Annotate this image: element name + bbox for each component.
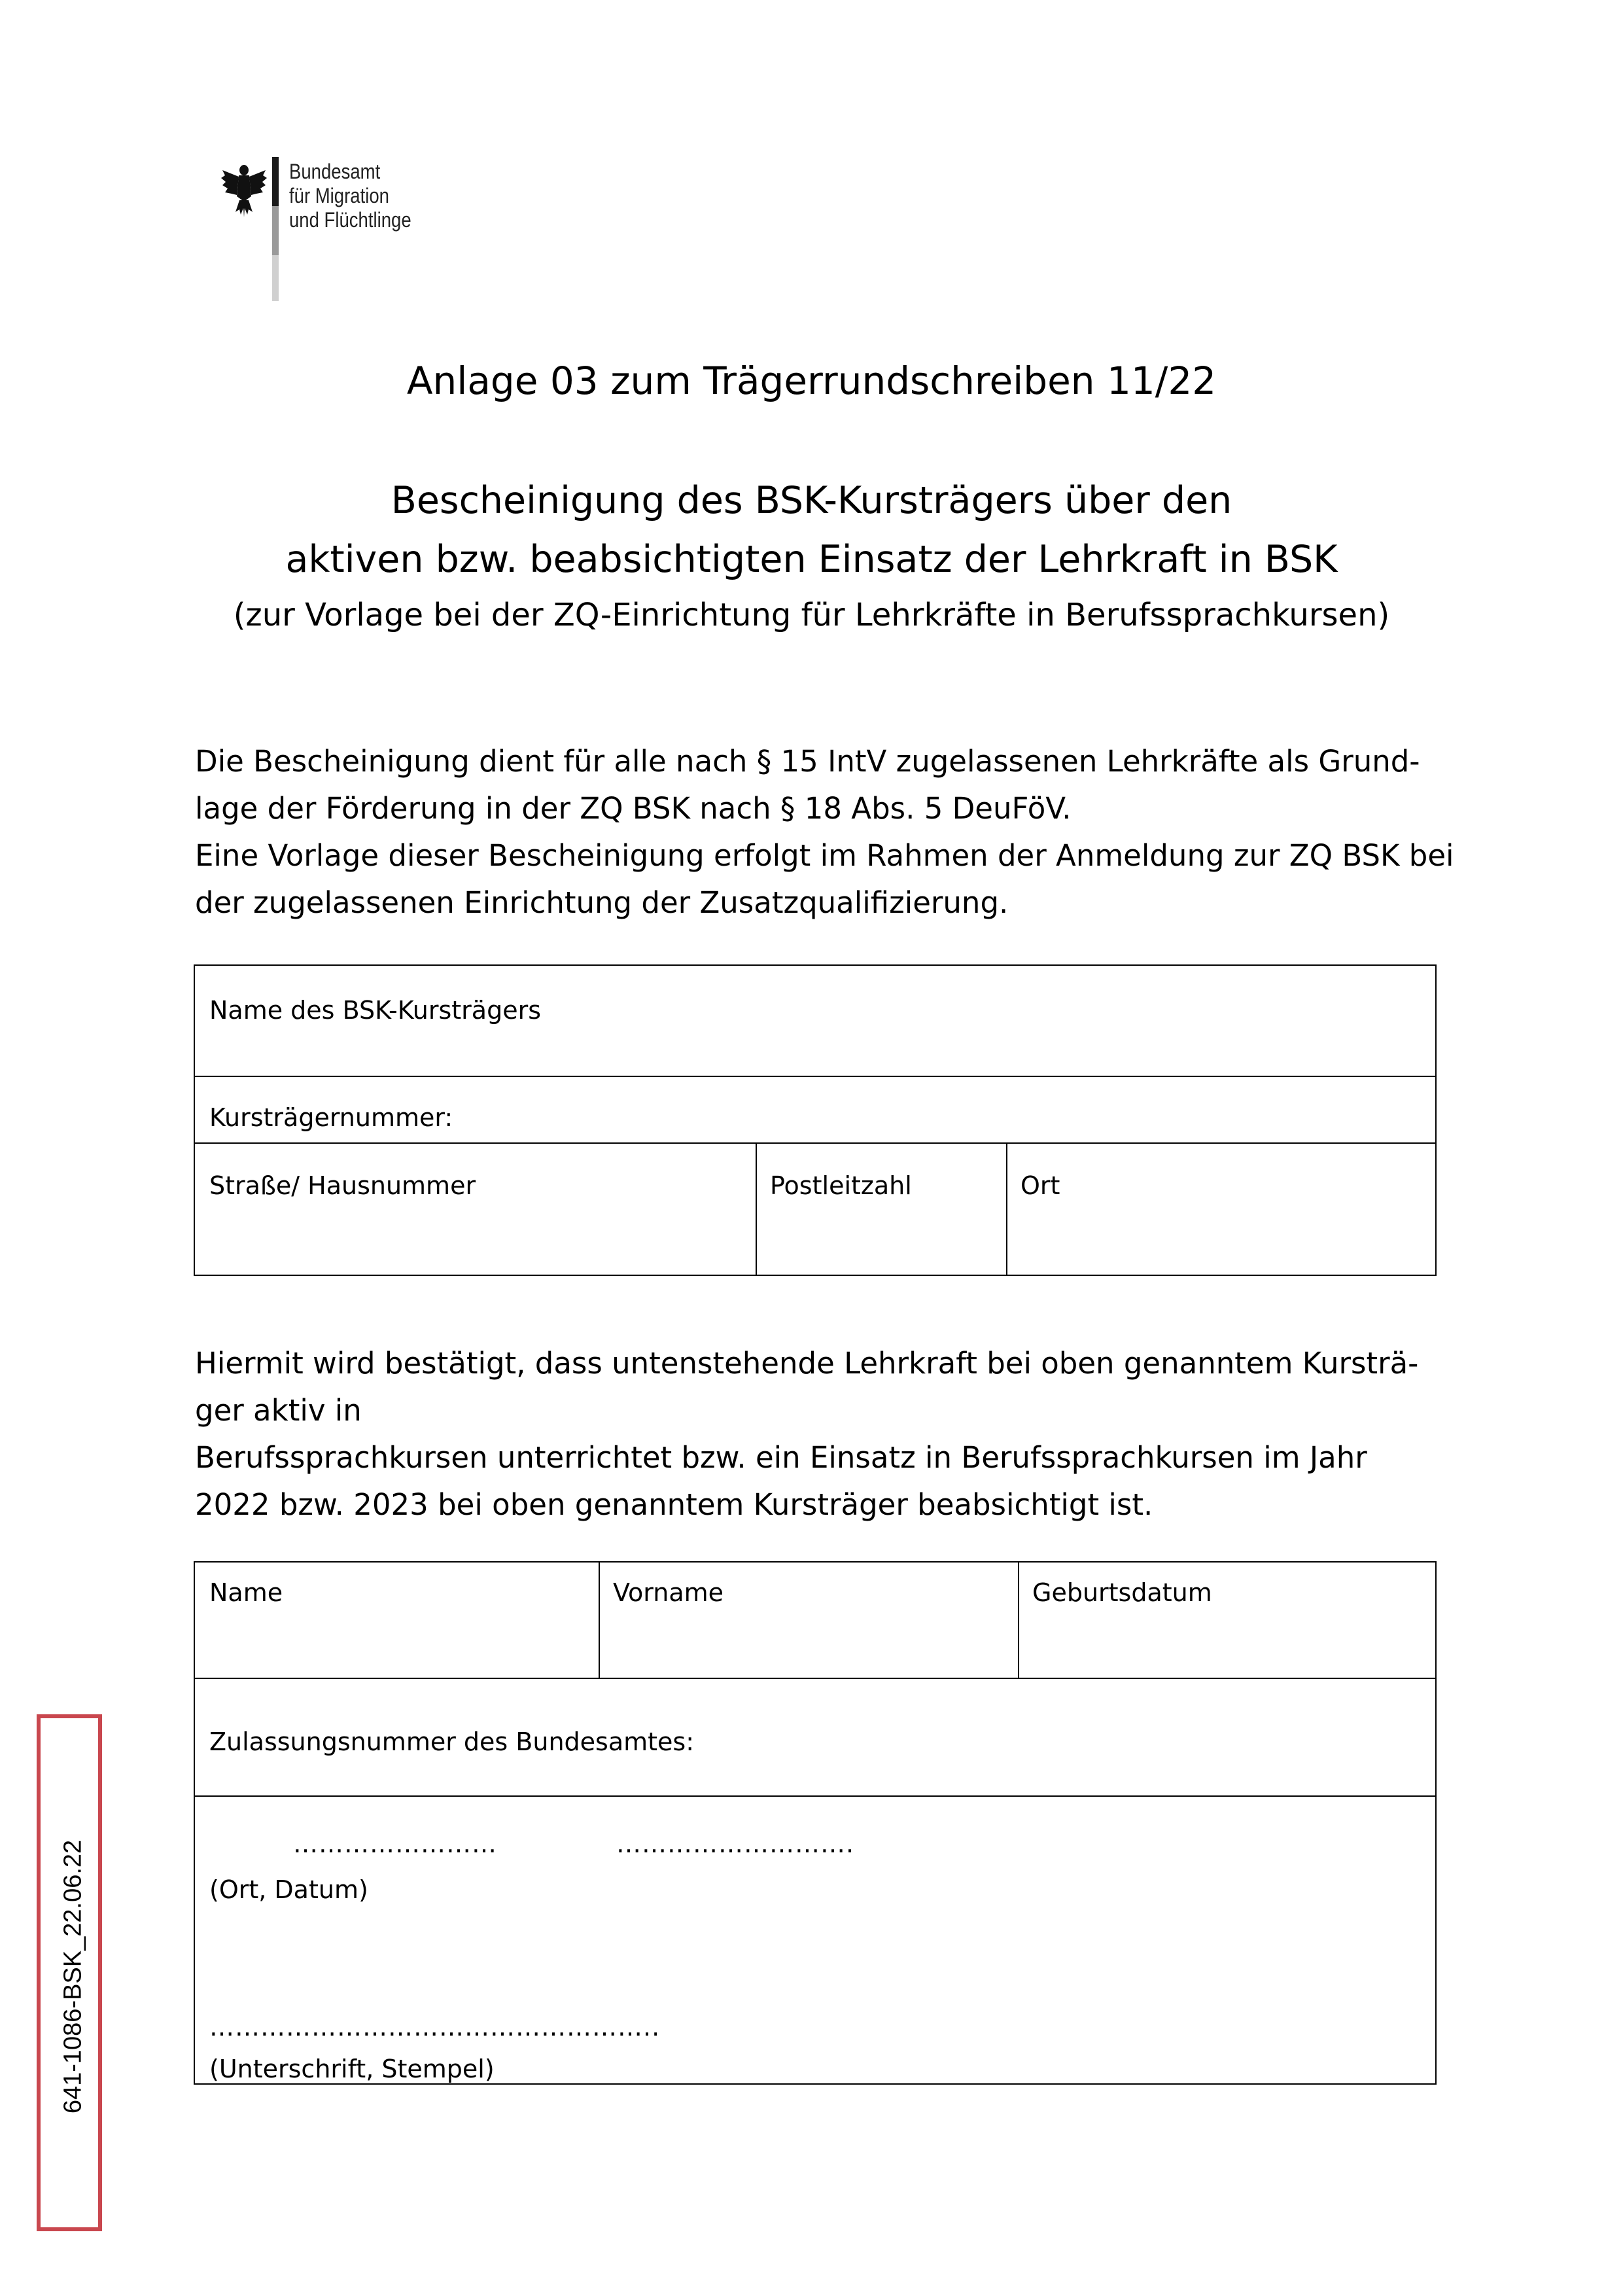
approval-number-field[interactable]: Zulassungsnummer des Bundesamtes: <box>209 1727 695 1756</box>
confirmation-line: Berufssprachkursen unterrichtet bzw. ein Einsatz in Berufssprachkursen im Jahr <box>195 1440 1367 1475</box>
provider-table <box>194 964 1437 1276</box>
document-reference: Anlage 03 zum Trägerrundschreiben 11/22 <box>406 359 1217 403</box>
logo-line-3: und Flüchtlinge <box>289 208 411 232</box>
intro-paragraph <box>195 738 1477 927</box>
teacher-birthdate-field[interactable]: Geburtsdatum <box>1032 1578 1212 1607</box>
logo-line-1: Bundesamt <box>289 160 381 183</box>
federal-eagle-icon <box>221 162 267 219</box>
document-code: 641-1086-BSK_22.06.22 <box>59 1839 87 2114</box>
document-subtitle: (zur Vorlage bei der ZQ-Einrichtung für Lehrkräfte in Berufssprachkursen) <box>233 597 1390 633</box>
street-field[interactable]: Straße/ Hausnummer <box>209 1171 476 1200</box>
confirmation-line: ger aktiv in <box>195 1393 362 1428</box>
confirmation-line: Hiermit wird bestätigt, dass untenstehende Lehrkraft bei oben genanntem Kursträ- <box>195 1346 1419 1381</box>
signature-label: (Unterschrift, Stempel) <box>209 2055 495 2083</box>
logo-line-2: für Migration <box>289 184 389 207</box>
provider-number-field[interactable]: Kursträgernummer: <box>209 1103 453 1132</box>
intro-line: Eine Vorlage dieser Bescheinigung erfolgt im Rahmen der Anmeldung zur ZQ BSK bei <box>195 838 1454 873</box>
bamf-logo <box>221 157 470 308</box>
place-date-label: (Ort, Datum) <box>209 1875 368 1904</box>
confirmation-paragraph <box>195 1340 1477 1528</box>
intro-line: Die Bescheinigung dient für alle nach § 15 IntV zugelassenen Lehrkräfte als Grund- <box>195 744 1420 779</box>
signature-dots[interactable]: …………………………………………….. <box>209 2013 661 2041</box>
zip-field[interactable]: Postleitzahl <box>770 1171 912 1200</box>
date-dots[interactable]: ………………………. <box>616 1829 855 1858</box>
city-field[interactable]: Ort <box>1021 1171 1060 1200</box>
teacher-name-field[interactable]: Name <box>209 1578 283 1607</box>
teacher-firstname-field[interactable]: Vorname <box>613 1578 724 1607</box>
intro-line: der zugelassenen Einrichtung der Zusatzqualifizierung. <box>195 885 1009 920</box>
document-title-line-2: aktiven bzw. beabsichtigten Einsatz der Lehrkraft in BSK <box>285 538 1338 581</box>
teacher-table <box>194 1561 1437 2085</box>
logo-text <box>289 160 411 232</box>
confirmation-line: 2022 bzw. 2023 bei oben genanntem Kursträger beabsichtigt ist. <box>195 1487 1153 1522</box>
logo-color-bar <box>272 157 279 301</box>
document-code-stamp <box>37 1714 102 2231</box>
document-title-line-1: Bescheinigung des BSK-Kursträgers über den <box>391 479 1232 522</box>
provider-name-field[interactable]: Name des BSK-Kursträgers <box>209 996 541 1025</box>
intro-line: lage der Förderung in der ZQ BSK nach § 18 Abs. 5 DeuFöV. <box>195 791 1072 826</box>
place-dots[interactable]: …………………… <box>293 1829 497 1858</box>
